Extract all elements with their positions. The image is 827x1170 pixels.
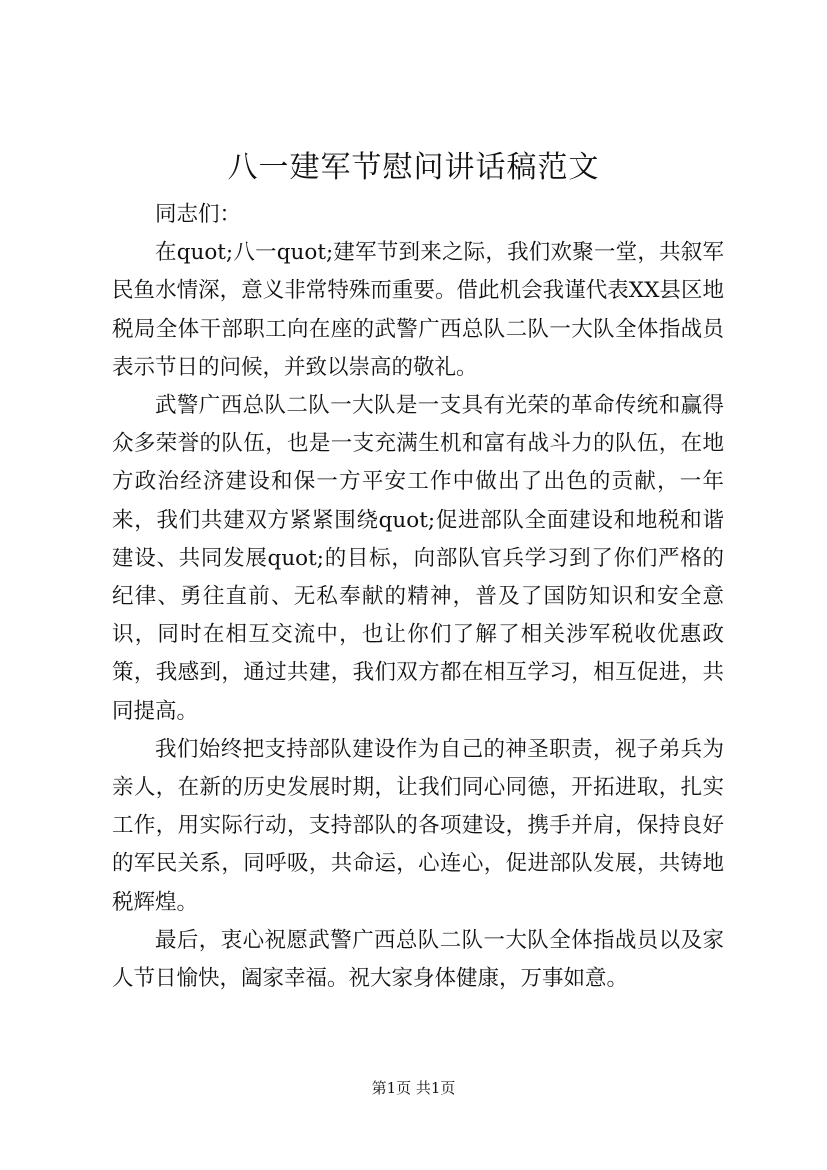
- paragraph-1: 在quot;八一quot;建军节到来之际，我们欢聚一堂，共叙军民鱼水情深，意义非常特殊而重要。借此机会我谨代表XX县区地税局全体干部职工向在座的武警广西总队二队一大队全体指战员表示节日的问候，并致以崇高的敬礼。: [112, 240, 724, 380]
- document-body: [112, 196, 724, 998]
- paragraph-4: 最后，衷心祝愿武警广西总队二队一大队全体指战员以及家人节日愉快，阖家幸福。祝大家身体健康，万事如意。: [112, 927, 724, 992]
- paragraph-3: 我们始终把支持部队建设作为自己的神圣职责，视子弟兵为亲人，在新的历史发展时期，让我们同心同德，开拓进取，扎实工作，用实际行动，支持部队的各项建设，携手并肩，保持良好的军民关系，同呼吸，共命运，心连心，促进部队发展，共铸地税辉煌。: [112, 736, 724, 915]
- page-footer: 第1页 共1页: [371, 1079, 456, 1097]
- salutation: 同志们：: [155, 202, 242, 227]
- document-title: 八一建军节慰问讲话稿范文: [227, 150, 600, 185]
- paragraph-2: 武警广西总队二队一大队是一支具有光荣的革命传统和赢得众多荣誉的队伍，也是一支充满生机和富有战斗力的队伍，在地方政治经济建设和保一方平安工作中做出了出色的贡献，一年来，我们共建双方紧紧围绕quot;促进部队全面建设和地税和谐建设、共同发展quot;的目标，向部队官兵学习到了你们严格的纪律、勇往直前、无私奉献的精神，普及了国防知识和安全意识，同时在相互交流中，也让你们了解了相关涉军税收优惠政策，我感到，通过共建，我们双方都在相互学习，相互促进，共同提高。: [112, 393, 724, 724]
